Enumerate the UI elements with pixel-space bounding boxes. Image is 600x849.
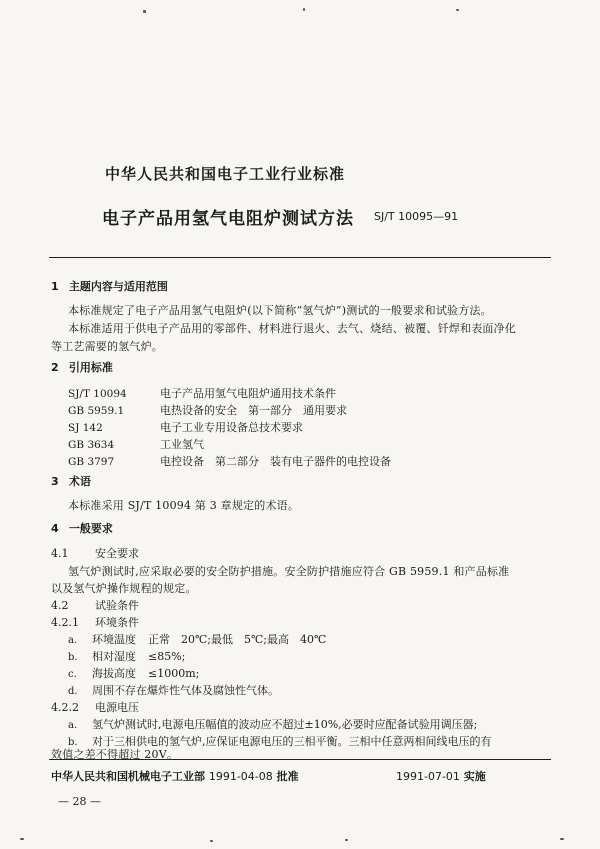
list-item — [68, 648, 185, 664]
footer-rule — [49, 759, 551, 760]
subsection-title: 安全要求 — [95, 547, 139, 560]
implementation-line — [396, 768, 486, 784]
subsection-number: 4.2 — [51, 599, 69, 612]
subsection-4-2-heading — [51, 597, 139, 613]
section-number: 3 — [51, 475, 59, 488]
reference-title: 工业氢气 — [160, 438, 204, 451]
list-item — [68, 631, 326, 647]
subsection-number: 4.2.1 — [51, 616, 79, 629]
paragraph: 氢气炉测试时,应采取必要的安全防护措施。安全防护措施应符合 GB 5959.1 和产品标准 — [68, 565, 510, 578]
reference-code: GB 3797 — [68, 456, 115, 468]
page-number: — 28 — — [58, 795, 101, 808]
implementation-date: 1991-07-01 — [396, 770, 460, 783]
subsection-4-2-1-heading — [51, 614, 139, 630]
section-2-heading — [51, 359, 113, 375]
item-label: 环境温度 — [92, 633, 136, 646]
subsection-4-1-heading — [51, 545, 139, 561]
item-letter: a. — [68, 720, 78, 731]
standard-code: SJ/T 10095—91 — [374, 210, 459, 223]
section-3-heading — [51, 473, 91, 489]
section-number: 4 — [51, 522, 59, 535]
scan-speck — [560, 838, 564, 840]
paragraph-continuation: 效值之差不得超过 20V。 — [51, 748, 179, 761]
reference-title: 电热设备的安全 第一部分 通用要求 — [160, 404, 347, 417]
reference-row — [68, 450, 391, 469]
section-title: 一般要求 — [68, 522, 113, 535]
list-item — [68, 716, 477, 732]
list-item — [68, 682, 279, 698]
reference-code: GB 5959.1 — [68, 405, 125, 417]
item-letter: b. — [68, 652, 78, 663]
reference-code: GB 3634 — [68, 439, 115, 451]
scan-speck — [456, 9, 459, 11]
implementation-label: 实施 — [463, 770, 486, 783]
list-item — [68, 665, 199, 681]
section-4-heading — [51, 520, 113, 536]
reference-title: 电子产品用氢气电阻炉通用技术条件 — [160, 387, 336, 400]
approval-label: 批准 — [276, 770, 299, 783]
subsection-number: 4.2.2 — [51, 701, 79, 714]
item-letter: b. — [68, 737, 78, 748]
scan-speck — [210, 840, 213, 842]
item-value: ≤1000m; — [148, 667, 200, 680]
subsection-title: 试验条件 — [95, 599, 139, 612]
approval-date: 1991-04-08 — [208, 770, 273, 783]
section-number: 2 — [51, 361, 59, 374]
item-value: 周围不存在爆炸性气体及腐蚀性气体。 — [92, 684, 279, 697]
reference-code: SJ/T 10094 — [68, 388, 127, 400]
section-title: 术语 — [68, 475, 91, 488]
scan-speck — [303, 8, 305, 11]
scan-speck — [20, 838, 24, 840]
reference-title: 电子工业专用设备总技术要求 — [160, 421, 303, 434]
issuing-org: 中华人民共和国机械电子工业部 — [51, 770, 205, 783]
paragraph: 本标准采用 SJ/T 10094 第 3 章规定的术语。 — [68, 499, 300, 512]
item-label: 相对湿度 — [92, 650, 136, 663]
subsection-title: 电源电压 — [95, 701, 139, 714]
item-value: ≤85%; — [148, 650, 186, 663]
scan-speck — [143, 10, 146, 13]
paragraph-continuation: 以及氢气炉操作规程的规定。 — [51, 582, 197, 595]
paragraph: 本标准规定了电子产品用氢气电阻炉(以下简称“氢气炉”)测试的一般要求和试验方法。 — [68, 304, 492, 317]
item-text: 对于三相供电的氢气炉,应保证电源电压的三相平衡。三相中任意两相间线电压的有 — [92, 735, 492, 748]
item-value: 正常 20℃;最低 5℃;最高 40℃ — [148, 633, 327, 646]
scan-speck — [345, 839, 348, 841]
item-letter: d. — [68, 686, 78, 697]
header-rule — [49, 257, 551, 258]
section-1-heading — [51, 278, 168, 294]
section-title: 主题内容与适用范围 — [68, 280, 168, 293]
reference-title: 电控设备 第二部分 装有电子器件的电控设备 — [160, 455, 391, 468]
approval-line — [51, 768, 299, 784]
paragraph: 本标准适用于供电子产品用的零部件、材料进行退火、去气、烧结、被覆、钎焊和表面净化 — [68, 322, 516, 335]
industry-standard-heading: 中华人民共和国电子工业行业标准 — [105, 165, 346, 183]
item-label: 海拔高度 — [92, 667, 136, 680]
document-title: 电子产品用氢气电阻炉测试方法 — [102, 209, 354, 229]
section-title: 引用标准 — [68, 361, 113, 374]
subsection-number: 4.1 — [51, 547, 69, 560]
subsection-4-2-2-heading — [51, 699, 139, 715]
item-text: 氢气炉测试时,电源电压幅值的波动应不超过±10%,必要时应配备试验用调压器; — [92, 718, 478, 731]
subsection-title: 环境条件 — [95, 616, 139, 629]
item-letter: c. — [68, 669, 77, 680]
paragraph-continuation: 等工艺需要的氢气炉。 — [51, 340, 163, 353]
section-number: 1 — [51, 280, 59, 293]
reference-code: SJ 142 — [68, 422, 103, 434]
item-letter: a. — [68, 635, 78, 646]
